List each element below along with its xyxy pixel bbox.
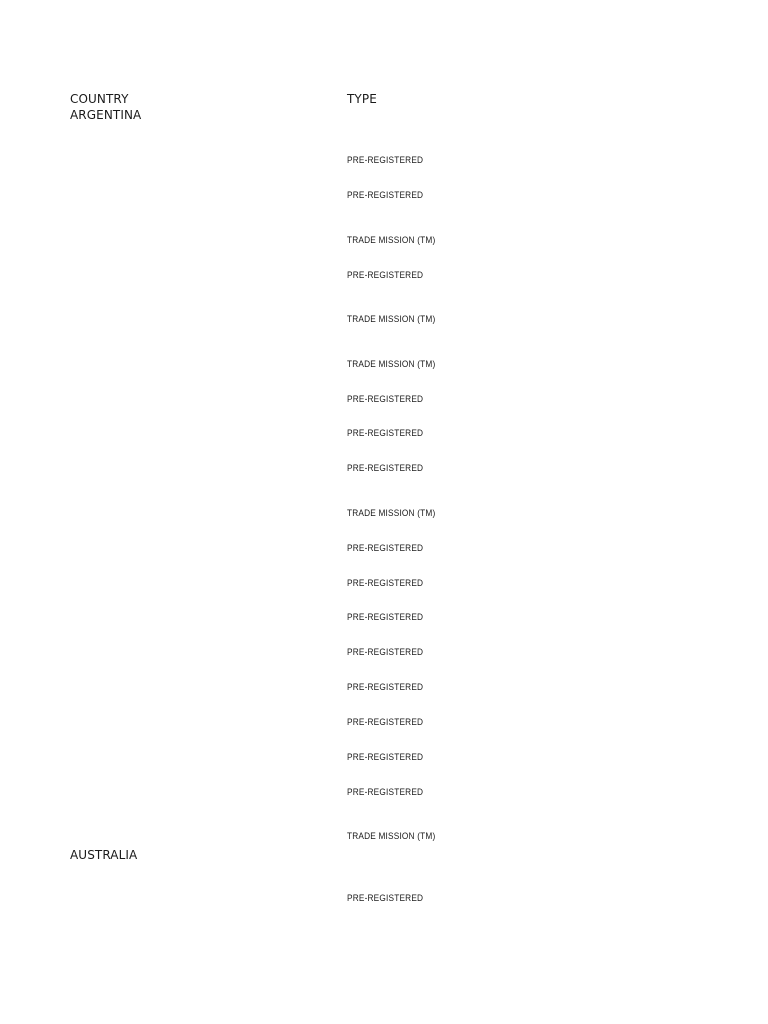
type-entry: PRE-REGISTERED	[347, 394, 424, 404]
type-entry: TRADE MISSION (TM)	[347, 235, 436, 245]
type-entry: PRE-REGISTERED	[347, 787, 424, 797]
type-entry: TRADE MISSION (TM)	[347, 508, 436, 518]
country-column-header: COUNTRY	[70, 92, 129, 106]
country-australia: AUSTRALIA	[70, 848, 138, 862]
type-entry: PRE-REGISTERED	[347, 893, 424, 903]
type-entry: PRE-REGISTERED	[347, 428, 424, 438]
type-entry: PRE-REGISTERED	[347, 717, 424, 727]
type-entry: PRE-REGISTERED	[347, 752, 424, 762]
country-argentina: ARGENTINA	[70, 108, 142, 122]
type-entry: TRADE MISSION (TM)	[347, 314, 436, 324]
type-entry: PRE-REGISTERED	[347, 543, 424, 553]
type-entry: PRE-REGISTERED	[347, 270, 424, 280]
type-entry: TRADE MISSION (TM)	[347, 359, 436, 369]
type-entry: PRE-REGISTERED	[347, 612, 424, 622]
type-entry: PRE-REGISTERED	[347, 155, 424, 165]
type-column-header: TYPE	[347, 92, 377, 106]
type-entry: PRE-REGISTERED	[347, 578, 424, 588]
type-entry: PRE-REGISTERED	[347, 463, 424, 473]
type-entry: PRE-REGISTERED	[347, 647, 424, 657]
type-entry: PRE-REGISTERED	[347, 190, 424, 200]
type-entry: PRE-REGISTERED	[347, 682, 424, 692]
type-entry: TRADE MISSION (TM)	[347, 831, 436, 841]
